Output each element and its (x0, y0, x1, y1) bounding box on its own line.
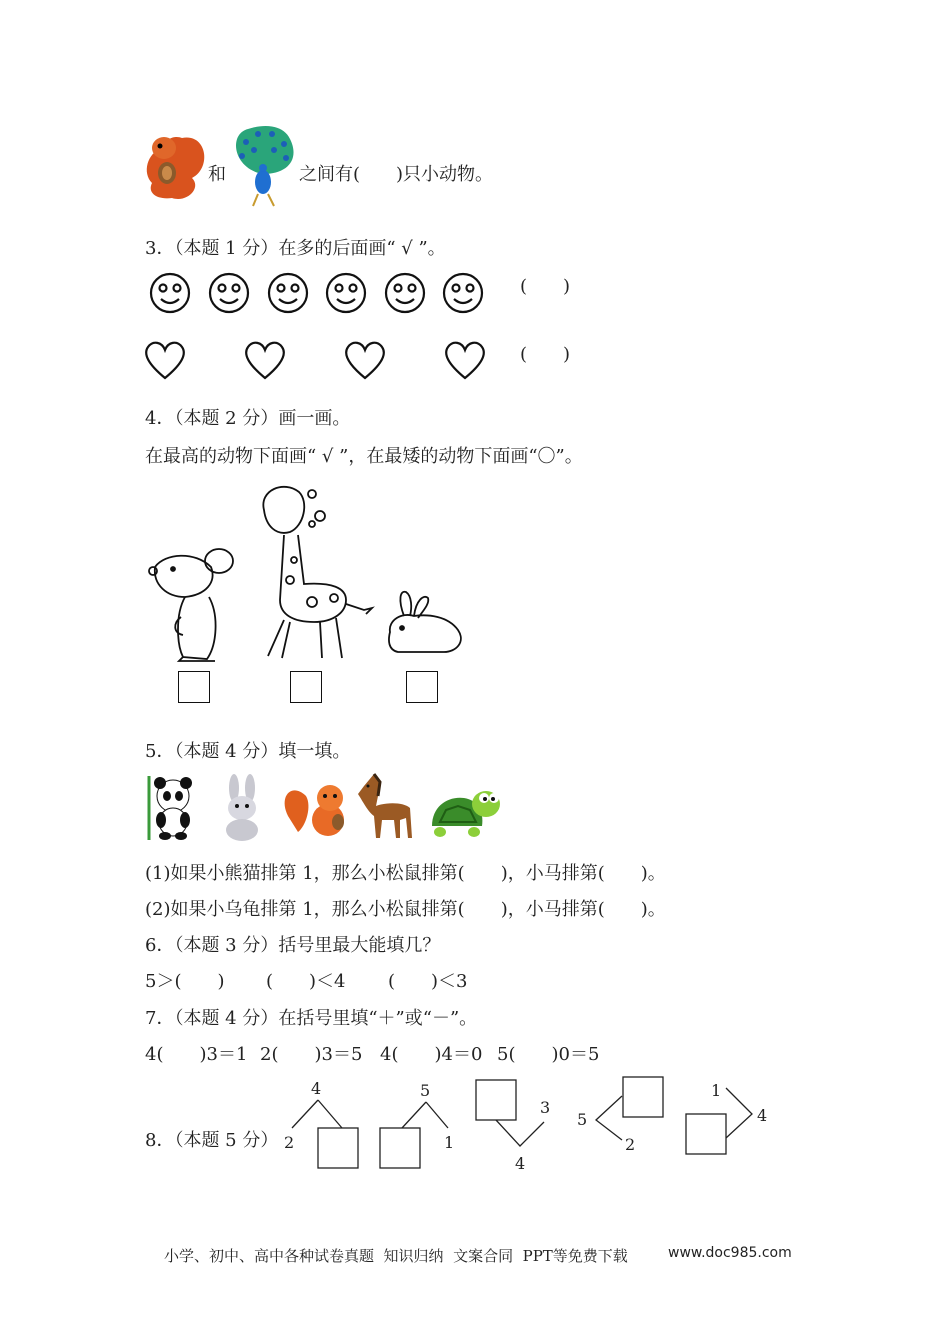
q5-line-1: (1)如果小熊猫排第 1，那么小松鼠排第( )，小马排第( )。 (145, 863, 666, 884)
q6-title: 6．（本题 3 分）括号里最大能填几？ (145, 935, 441, 956)
q7-item-2: 2( )3＝5 (260, 1044, 363, 1065)
bond-2-top: 5 (420, 1081, 431, 1100)
q6-item-2: ( )＜4 (266, 971, 346, 992)
q6-item-1: 5＞( ) (145, 971, 225, 992)
bond-5-top: 1 (711, 1081, 722, 1100)
bond-1-left: 2 (284, 1133, 295, 1152)
and-text: 和 (208, 164, 226, 185)
bond-4-bottom: 2 (625, 1135, 636, 1154)
q4-title: 4．（本题 2 分）画一画。 (145, 408, 351, 429)
q8-title: 8．（本题 5 分） (145, 1130, 279, 1151)
q5-title: 5．（本题 4 分）填一填。 (145, 741, 351, 762)
q7-item-1: 4( )3＝1 (145, 1044, 248, 1065)
q3-title: 3．（本题 1 分）在多的后面画“ √ ”。 (145, 238, 446, 259)
bond-4-left: 5 (577, 1110, 588, 1129)
footer-website-link[interactable]: www.doc985.com (668, 1245, 792, 1261)
q7-item-3: 4( )4＝0 (380, 1044, 483, 1065)
bond-3-bottom: 4 (515, 1154, 526, 1173)
q7-item-4: 5( )0＝5 (497, 1044, 600, 1065)
q7-title: 7．（本题 4 分）在括号里填“＋”或“－”。 (145, 1008, 478, 1029)
q2-question-text: 之间有( )只小动物。 (299, 164, 494, 185)
bond-2-right: 1 (444, 1133, 455, 1152)
footer-text: 小学、初中、高中各种试卷真题 知识归纳 文案合同 PPT等免费下载 (164, 1247, 628, 1265)
q6-item-3: ( )＜3 (388, 971, 468, 992)
bond-1-top: 4 (311, 1079, 322, 1098)
q3-answer-paren-1[interactable]: ( ) (520, 276, 571, 297)
bond-5-right: 4 (757, 1106, 768, 1125)
q5-line-2: (2)如果小乌龟排第 1，那么小松鼠排第( )，小马排第( )。 (145, 899, 666, 920)
q4-instruction: 在最高的动物下面画“ √ ”，在最矮的动物下面画“〇”。 (145, 446, 583, 467)
q3-answer-paren-2[interactable]: ( ) (520, 344, 571, 365)
bond-3-right: 3 (540, 1098, 551, 1117)
